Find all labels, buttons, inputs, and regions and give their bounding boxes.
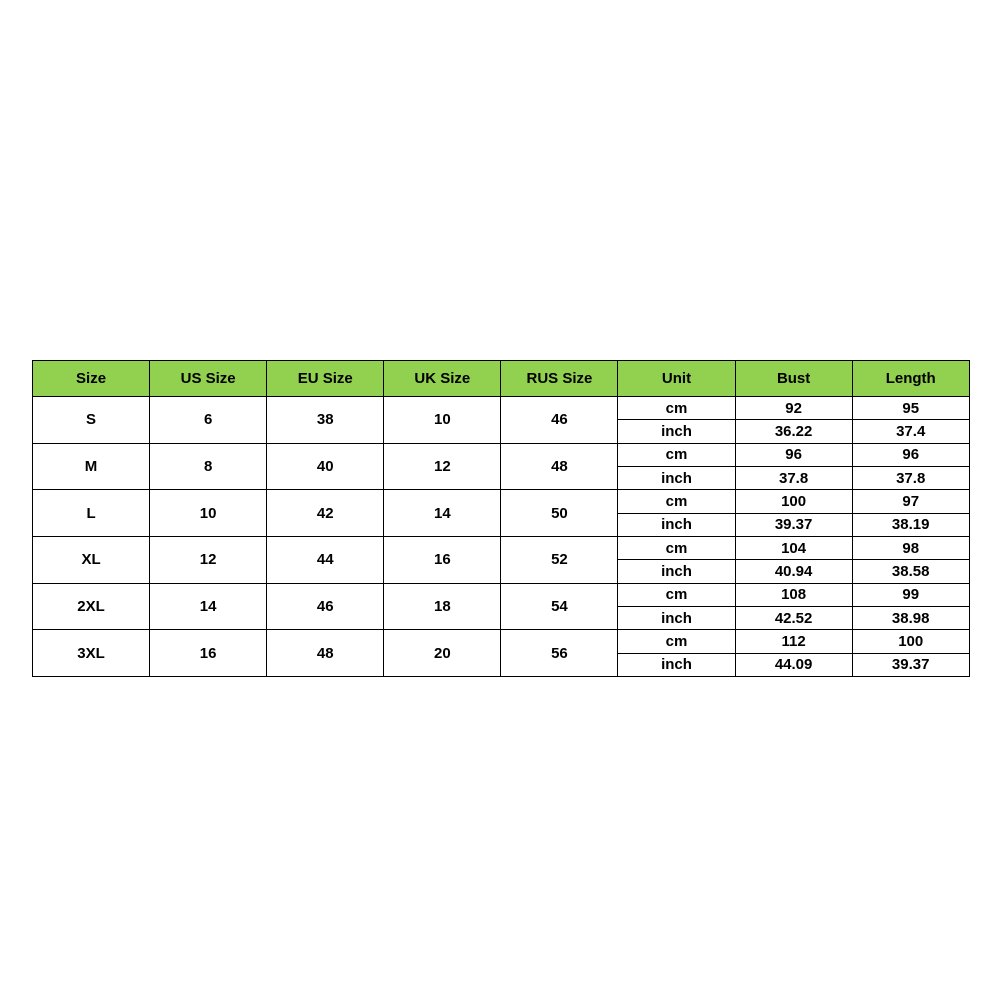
cell-unit-cm: cm — [618, 490, 735, 513]
cell-bust-cm: 96 — [735, 443, 852, 466]
cell-bust-cm: 104 — [735, 536, 852, 559]
cell-bust-inch: 39.37 — [735, 513, 852, 536]
cell-uk-size: 20 — [384, 630, 501, 677]
header-unit: Unit — [618, 361, 735, 397]
cell-length-inch: 38.58 — [852, 560, 969, 583]
cell-unit-cm: cm — [618, 397, 735, 420]
cell-unit-cm: cm — [618, 443, 735, 466]
cell-rus-size: 56 — [501, 630, 618, 677]
cell-rus-size: 54 — [501, 583, 618, 630]
cell-eu-size: 40 — [267, 443, 384, 490]
cell-bust-inch: 36.22 — [735, 420, 852, 443]
header-eu-size: EU Size — [267, 361, 384, 397]
table-row — [33, 536, 970, 559]
cell-size: M — [33, 443, 150, 490]
cell-size: L — [33, 490, 150, 537]
cell-eu-size: 44 — [267, 536, 384, 583]
cell-us-size: 16 — [150, 630, 267, 677]
cell-rus-size: 48 — [501, 443, 618, 490]
header-bust: Bust — [735, 361, 852, 397]
cell-length-cm: 99 — [852, 583, 969, 606]
cell-uk-size: 18 — [384, 583, 501, 630]
cell-size: 3XL — [33, 630, 150, 677]
cell-bust-cm: 108 — [735, 583, 852, 606]
cell-length-inch: 37.8 — [852, 466, 969, 489]
cell-size: S — [33, 397, 150, 444]
cell-length-cm: 97 — [852, 490, 969, 513]
cell-us-size: 14 — [150, 583, 267, 630]
cell-length-cm: 98 — [852, 536, 969, 559]
cell-length-cm: 96 — [852, 443, 969, 466]
header-rus-size: RUS Size — [501, 361, 618, 397]
cell-eu-size: 48 — [267, 630, 384, 677]
table-row — [33, 490, 970, 513]
cell-uk-size: 12 — [384, 443, 501, 490]
cell-bust-inch: 37.8 — [735, 466, 852, 489]
cell-size: 2XL — [33, 583, 150, 630]
header-uk-size: UK Size — [384, 361, 501, 397]
cell-eu-size: 42 — [267, 490, 384, 537]
cell-unit-cm: cm — [618, 583, 735, 606]
cell-length-inch: 38.98 — [852, 606, 969, 629]
cell-bust-inch: 44.09 — [735, 653, 852, 676]
cell-length-inch: 39.37 — [852, 653, 969, 676]
cell-rus-size: 46 — [501, 397, 618, 444]
cell-unit-inch: inch — [618, 420, 735, 443]
header-us-size: US Size — [150, 361, 267, 397]
cell-us-size: 10 — [150, 490, 267, 537]
cell-uk-size: 14 — [384, 490, 501, 537]
cell-uk-size: 10 — [384, 397, 501, 444]
cell-length-inch: 37.4 — [852, 420, 969, 443]
cell-us-size: 12 — [150, 536, 267, 583]
cell-unit-cm: cm — [618, 536, 735, 559]
cell-length-cm: 95 — [852, 397, 969, 420]
cell-bust-cm: 100 — [735, 490, 852, 513]
cell-bust-cm: 92 — [735, 397, 852, 420]
table-row — [33, 443, 970, 466]
table-row — [33, 397, 970, 420]
cell-rus-size: 50 — [501, 490, 618, 537]
cell-rus-size: 52 — [501, 536, 618, 583]
cell-unit-cm: cm — [618, 630, 735, 653]
cell-bust-cm: 112 — [735, 630, 852, 653]
cell-bust-inch: 42.52 — [735, 606, 852, 629]
header-size: Size — [33, 361, 150, 397]
header-row — [33, 361, 970, 397]
cell-unit-inch: inch — [618, 560, 735, 583]
cell-uk-size: 16 — [384, 536, 501, 583]
cell-eu-size: 38 — [267, 397, 384, 444]
cell-us-size: 6 — [150, 397, 267, 444]
size-chart-table — [32, 360, 970, 677]
cell-unit-inch: inch — [618, 466, 735, 489]
cell-unit-inch: inch — [618, 653, 735, 676]
cell-eu-size: 46 — [267, 583, 384, 630]
cell-unit-inch: inch — [618, 513, 735, 536]
table-body — [33, 397, 970, 677]
table-row — [33, 583, 970, 606]
cell-length-inch: 38.19 — [852, 513, 969, 536]
table-row — [33, 630, 970, 653]
cell-us-size: 8 — [150, 443, 267, 490]
cell-length-cm: 100 — [852, 630, 969, 653]
cell-bust-inch: 40.94 — [735, 560, 852, 583]
cell-unit-inch: inch — [618, 606, 735, 629]
cell-size: XL — [33, 536, 150, 583]
table-header — [33, 361, 970, 397]
header-length: Length — [852, 361, 969, 397]
